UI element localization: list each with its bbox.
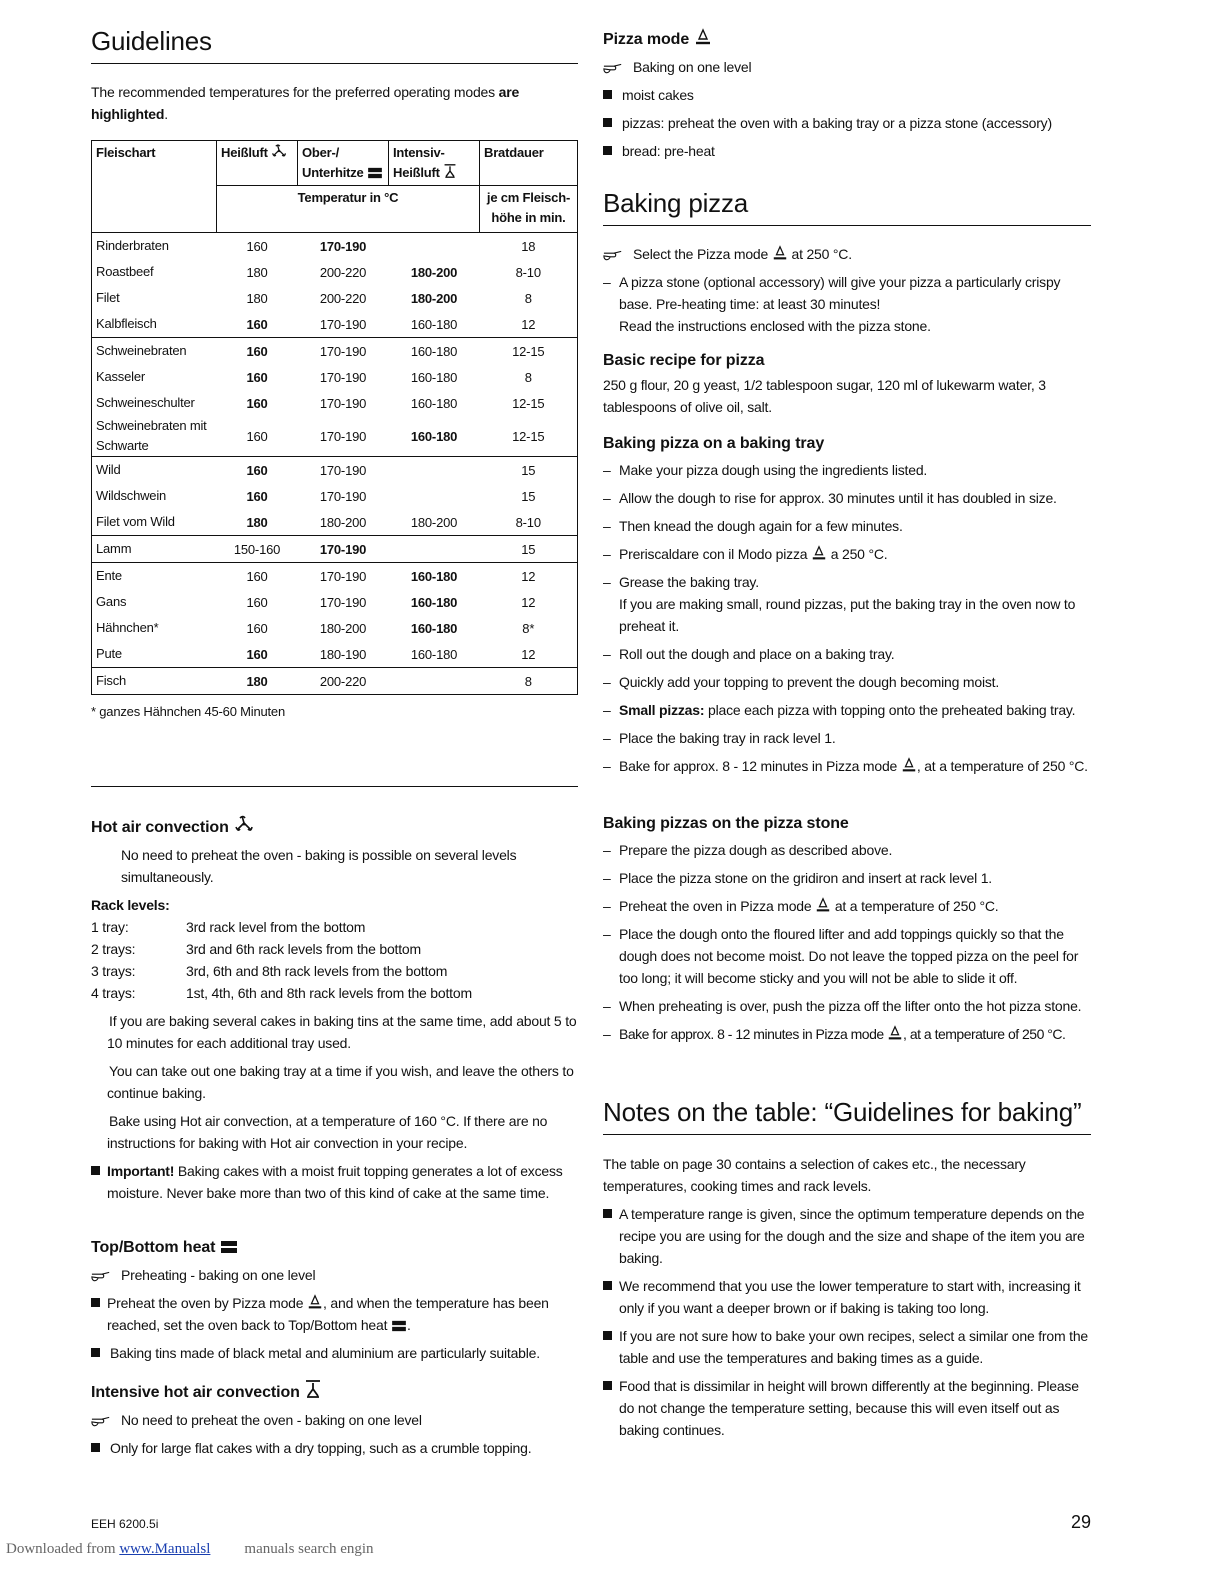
notes-item: If you are not sure how to bake your own recipes, select a similar one from the table and use the temperatures and baking times as a guide. [603, 1325, 1091, 1369]
stone-step: – Place the pizza stone on the gridiron and insert at rack level 1. [603, 870, 992, 886]
table-cell: Pute [92, 641, 217, 668]
intensive-heading: Intensive hot air convection [91, 1379, 578, 1402]
table-cell: 8 [480, 668, 578, 695]
table-cell: 8* [480, 615, 578, 641]
table-cell: 170-190 [319, 594, 367, 610]
table-row [92, 311, 578, 338]
header-top-bottom: Ober-/ Unterhitze [298, 141, 389, 186]
table-cell: 12 [480, 311, 578, 338]
table-cell: Gans [92, 589, 217, 615]
table-cell: 18 [480, 233, 578, 260]
table-cell: 200-220 [319, 290, 367, 306]
guidelines-title: Guidelines [91, 26, 578, 64]
table-cell: Schweinebraten mit Schwarte [92, 416, 217, 457]
tray-step: – Allow the dough to rise for approx. 30 minutes until it has doubled in size. [603, 490, 1057, 506]
stone-section [603, 815, 1091, 1045]
stone-step: – Preheat the oven in Pizza mode at a temperature of 250 °C. [603, 898, 999, 914]
table-row [92, 668, 578, 695]
table-cell: 200-220 [298, 668, 389, 695]
table-cell: Rinderbraten [92, 233, 217, 260]
notes-item: Food that is dissimilar in height will brown differently at the beginning. Please do not change the temperature setting, because this will even itself out as baking continues. [603, 1375, 1091, 1441]
table-cell: 170-190 [319, 369, 367, 385]
table-row [92, 589, 578, 615]
table-cell: 160 [246, 428, 268, 444]
hot-air-fan-icon [271, 143, 287, 159]
table-cell: 180 [217, 668, 298, 695]
table-cell: 180 [246, 264, 268, 280]
table-row [92, 259, 578, 285]
table-cell: 170-190 [298, 457, 389, 484]
table-row [92, 563, 578, 590]
pizza-stone-tip: – A pizza stone (optional accessory) will give your pizza a particularly crispy base. Pre-heating time: at least 30 minutes! Read the instructions enclosed with the pizza stone. [603, 274, 1061, 334]
table-footnote: * ganzes Hähnchen 45-60 Minuten [91, 704, 285, 719]
hot-air-note: No need to preheat the oven - baking is possible on several levels simultaneously. [121, 847, 517, 885]
table-cell: 15 [480, 457, 578, 484]
table-cell: 12-15 [480, 338, 578, 365]
table-cell: 180-200 [410, 264, 458, 280]
pizza-mode-icon [901, 757, 917, 773]
tray-step: – Make your pizza dough using the ingredients listed. [603, 462, 928, 478]
stone-step: – When preheating is over, push the pizza off the lifter onto the hot pizza stone. [603, 998, 1082, 1014]
table-body [92, 233, 578, 695]
table-cell [389, 668, 480, 695]
rack-levels-list [91, 916, 578, 1004]
table-cell: 170-190 [319, 395, 367, 411]
table-row [92, 416, 578, 457]
guidelines-table [91, 140, 578, 695]
table-cell: 160-180 [410, 316, 458, 332]
divider [91, 786, 578, 787]
table-cell: 12 [480, 563, 578, 590]
table-cell: 170-190 [298, 563, 389, 590]
table-cell: 160 [246, 646, 268, 662]
stone-step: – Bake for approx. 8 - 12 minutes in Pizza mode , at a temperature of 250 °C. [603, 1026, 1066, 1042]
table-cell: Ente [92, 563, 217, 590]
notes-title: Notes on the table: “Guidelines for baking” [603, 1097, 1091, 1135]
intensive-note: No need to preheat the oven - baking on one level [91, 1409, 578, 1431]
table-cell: 8 [480, 285, 578, 311]
page-number: 29 [1070, 1512, 1091, 1532]
table-cell: 160-180 [410, 428, 458, 444]
table-row [92, 536, 578, 563]
tray-step: – Place the baking tray in rack level 1. [603, 730, 836, 746]
stone-heading: Baking pizzas on the pizza stone [603, 815, 849, 832]
table-cell: 12 [480, 641, 578, 668]
table-row [92, 509, 578, 536]
hot-air-section [91, 814, 578, 1204]
table-cell: Schweineschulter [92, 390, 217, 416]
table-cell: 160-180 [389, 338, 480, 365]
guidelines-intro: The recommended temperatures for the preferred operating modes are highlighted. [91, 84, 520, 122]
rack-level-item: 2 trays: 3rd and 6th rack levels from the bottom [91, 941, 421, 957]
table-row [92, 390, 578, 416]
table-cell: 180-200 [319, 514, 367, 530]
tray-step: – Grease the baking tray. If you are making small, round pizzas, put the baking tray in the oven now to preheat it. [603, 574, 1076, 634]
table-cell: 160 [246, 369, 268, 385]
table-cell: 170-190 [298, 233, 389, 260]
notes-intro: The table on page 30 contains a selection of cakes etc., the necessary temperatures, cooking times and rack levels. [603, 1156, 1026, 1194]
intensive-hot-air-icon [304, 1379, 322, 1399]
pizza-mode-list [603, 84, 1091, 162]
table-cell: 8 [480, 364, 578, 390]
table-cell: 12-15 [480, 416, 578, 457]
table-row [92, 615, 578, 641]
table-cell: 160 [217, 563, 298, 590]
table-cell: 180-200 [319, 620, 367, 636]
table-cell: 8-10 [480, 259, 578, 285]
notes-list [603, 1203, 1091, 1441]
table-row [92, 233, 578, 260]
pizza-mode-icon [811, 545, 827, 561]
header-hot-air: Heißluft [217, 141, 298, 186]
top-bottom-section [91, 1239, 578, 1364]
table-cell [389, 536, 480, 563]
table-cell: 170-190 [298, 536, 389, 563]
table-cell: 180-200 [410, 290, 458, 306]
stone-step: – Prepare the pizza dough as described above. [603, 842, 893, 858]
table-cell: 160 [246, 395, 268, 411]
hot-air-heading: Hot air convection [91, 814, 578, 837]
stone-steps [603, 839, 1091, 1045]
tray-step: – Then knead the dough again for a few minutes. [603, 518, 903, 534]
pizza-mode-icon [887, 1025, 903, 1041]
table-cell: 180-200 [410, 514, 458, 530]
table-cell: 12 [480, 589, 578, 615]
table-cell [389, 457, 480, 484]
header-duration-unit: je cm Fleisch- höhe in min. [480, 186, 578, 233]
top-bottom-heading: Top/Bottom heat [91, 1239, 578, 1257]
header-intensive: Intensiv- Heißluft [389, 141, 480, 186]
important-note: Important! Baking cakes with a moist fruit topping generates a lot of excess moisture. Never bake more than two of this kind of cake at the same time. [91, 1160, 578, 1204]
table-cell: Lamm [92, 536, 217, 563]
pizza-mode-note: Baking on one level [603, 56, 1091, 78]
header-temp-unit: Temperatur in °C [217, 186, 480, 233]
top-bottom-heat-icon [220, 1240, 238, 1254]
table-cell: Fisch [92, 668, 217, 695]
model-number: EEH 6200.5i [91, 1517, 159, 1531]
tray-step: – Roll out the dough and place on a baking tray. [603, 646, 895, 662]
table-cell: 150-160 [217, 536, 298, 563]
pizza-mode-item: pizzas: preheat the oven with a baking tray or a pizza stone (accessory) [603, 112, 1091, 134]
baking-pizza-title: Baking pizza [603, 188, 1091, 226]
pointing-hand-icon [603, 248, 623, 262]
tray-steps [603, 459, 1091, 777]
table-cell: Wild [92, 457, 217, 484]
pizza-mode-icon [772, 245, 788, 261]
table-cell [389, 233, 480, 260]
table-cell: 160 [246, 316, 268, 332]
table-row [92, 364, 578, 390]
table-cell: 170-190 [319, 316, 367, 332]
table-cell: 160-180 [410, 395, 458, 411]
intensive-item-1: Only for large flat cakes with a dry topping, such as a crumble topping. [91, 1437, 578, 1459]
top-bottom-item-2: Baking tins made of black metal and aluminium are particularly suitable. [91, 1342, 578, 1364]
download-footer: Downloaded from www.Manualsl manuals search engin [6, 1541, 374, 1557]
table-cell: 160 [217, 233, 298, 260]
pointing-hand-icon [91, 1414, 111, 1428]
table-cell: Filet vom Wild [92, 509, 217, 536]
pointing-hand-icon [91, 1269, 111, 1283]
rack-level-item: 1 tray: 3rd rack level from the bottom [91, 919, 366, 935]
table-cell: 160 [217, 457, 298, 484]
top-bottom-heat-icon [391, 1320, 407, 1332]
tray-heading: Baking pizza on a baking tray [603, 435, 825, 452]
pizza-mode-heading: Pizza mode [603, 28, 1091, 49]
table-cell: 160 [217, 338, 298, 365]
table-row [92, 483, 578, 509]
table-cell: 160-180 [410, 646, 458, 662]
table-cell: 15 [480, 536, 578, 563]
table-row [92, 338, 578, 365]
table-cell: 15 [480, 483, 578, 509]
table-cell: 8-10 [480, 509, 578, 536]
baking-pizza-note: Select the Pizza mode at 250 °C. [603, 243, 1091, 265]
table-row [92, 457, 578, 484]
stone-step: – Place the dough onto the floured lifter and add toppings quickly so that the dough does not become moist. Do not leave the topped pizza on the peel for too long; it will become sticky and you will not be able to slide it off. [603, 926, 1079, 986]
rack-level-item: 4 trays: 1st, 4th, 6th and 8th rack levels from the bottom [91, 985, 472, 1001]
baking-pizza-section [603, 243, 1091, 337]
intensive-section [91, 1379, 578, 1459]
header-duration: Bratdauer [480, 141, 578, 186]
table-cell: Wildschwein [92, 483, 217, 509]
table-row [92, 641, 578, 668]
table-cell: 200-220 [319, 264, 367, 280]
table-cell: Hähnchen* [92, 615, 217, 641]
notes-item: We recommend that you use the lower temperature to start with, increasing it only if you want a deeper brown or if baking is taking too long. [603, 1275, 1091, 1319]
rack-levels-heading: Rack levels: [91, 897, 170, 913]
tray-step: – Small pizzas: place each pizza with topping onto the preheated baking tray. [603, 702, 1076, 718]
pointing-hand-icon [603, 61, 623, 75]
table-cell: 180-190 [319, 646, 367, 662]
hot-air-fan-icon [233, 814, 255, 834]
table-cell: 160 [246, 594, 268, 610]
recipe-text: 250 g flour, 20 g yeast, 1/2 tablespoon sugar, 120 ml of lukewarm water, 3 tablespoons of olive oil, salt. [603, 377, 1046, 415]
table-row [92, 285, 578, 311]
table-cell: 160-180 [389, 563, 480, 590]
notes-item: A temperature range is given, since the optimum temperature depends on the recipe you are using for the dough and the size and shape of the item you are baking. [603, 1203, 1091, 1269]
table-cell: Filet [92, 285, 217, 311]
top-bottom-item-1: Preheat the oven by Pizza mode , and when the temperature has been reached, set the oven back to Top/Bottom heat . [91, 1292, 578, 1336]
table-cell: 12-15 [480, 390, 578, 416]
table-cell: 160 [246, 488, 268, 504]
table-cell: 170-190 [319, 428, 367, 444]
pizza-mode-icon [307, 1294, 323, 1310]
tray-step: – Bake for approx. 8 - 12 minutes in Pizza mode , at a temperature of 250 °C. [603, 758, 1088, 774]
table-cell: 170-190 [319, 488, 367, 504]
rack-level-item: 3 trays: 3rd, 6th and 8th rack levels from the bottom [91, 963, 448, 979]
table-cell: 180 [246, 514, 268, 530]
pizza-mode-item: bread: pre-heat [603, 140, 1091, 162]
table-cell: Schweinebraten [92, 338, 217, 365]
pizza-mode-item: moist cakes [603, 84, 1091, 106]
header-meat: Fleischart [92, 141, 217, 233]
hot-air-p3: Bake using Hot air convection, at a temperature of 160 °C. If there are no instructions for baking with Hot air convection in your recipe. [107, 1113, 548, 1151]
table-cell: 160 [246, 620, 268, 636]
tray-step: – Quickly add your topping to prevent the dough becoming moist. [603, 674, 1000, 690]
recipe-section [603, 352, 1091, 418]
table-cell: Kalbfleisch [92, 311, 217, 338]
table-cell: 160-180 [410, 620, 458, 636]
tray-step: – Preriscaldare con il Modo pizza a 250 °C. [603, 546, 888, 562]
hot-air-p2: You can take out one baking tray at a time if you wish, and leave the others to continue baking. [107, 1063, 574, 1101]
table-cell: 160-180 [410, 594, 458, 610]
pizza-mode-section [603, 28, 1091, 162]
pizza-mode-icon [694, 28, 712, 46]
manuals-link[interactable]: www.Manualsl [119, 1541, 211, 1557]
table-cell: 160-180 [410, 369, 458, 385]
table-cell: Roastbeef [92, 259, 217, 285]
tray-section [603, 435, 1091, 777]
table-cell: 170-190 [298, 338, 389, 365]
intensive-hot-air-icon [443, 163, 457, 179]
table-cell: Kasseler [92, 364, 217, 390]
table-cell [389, 483, 480, 509]
top-bottom-note: Preheating - baking on one level [91, 1264, 578, 1286]
notes-section [603, 1153, 1091, 1447]
pizza-mode-icon [815, 897, 831, 913]
top-bottom-heat-icon [367, 167, 383, 179]
recipe-heading: Basic recipe for pizza [603, 352, 765, 369]
table-cell: 180 [246, 290, 268, 306]
hot-air-p1: If you are baking several cakes in baking tins at the same time, add about 5 to 10 minutes for each additional tray used. [107, 1013, 577, 1051]
